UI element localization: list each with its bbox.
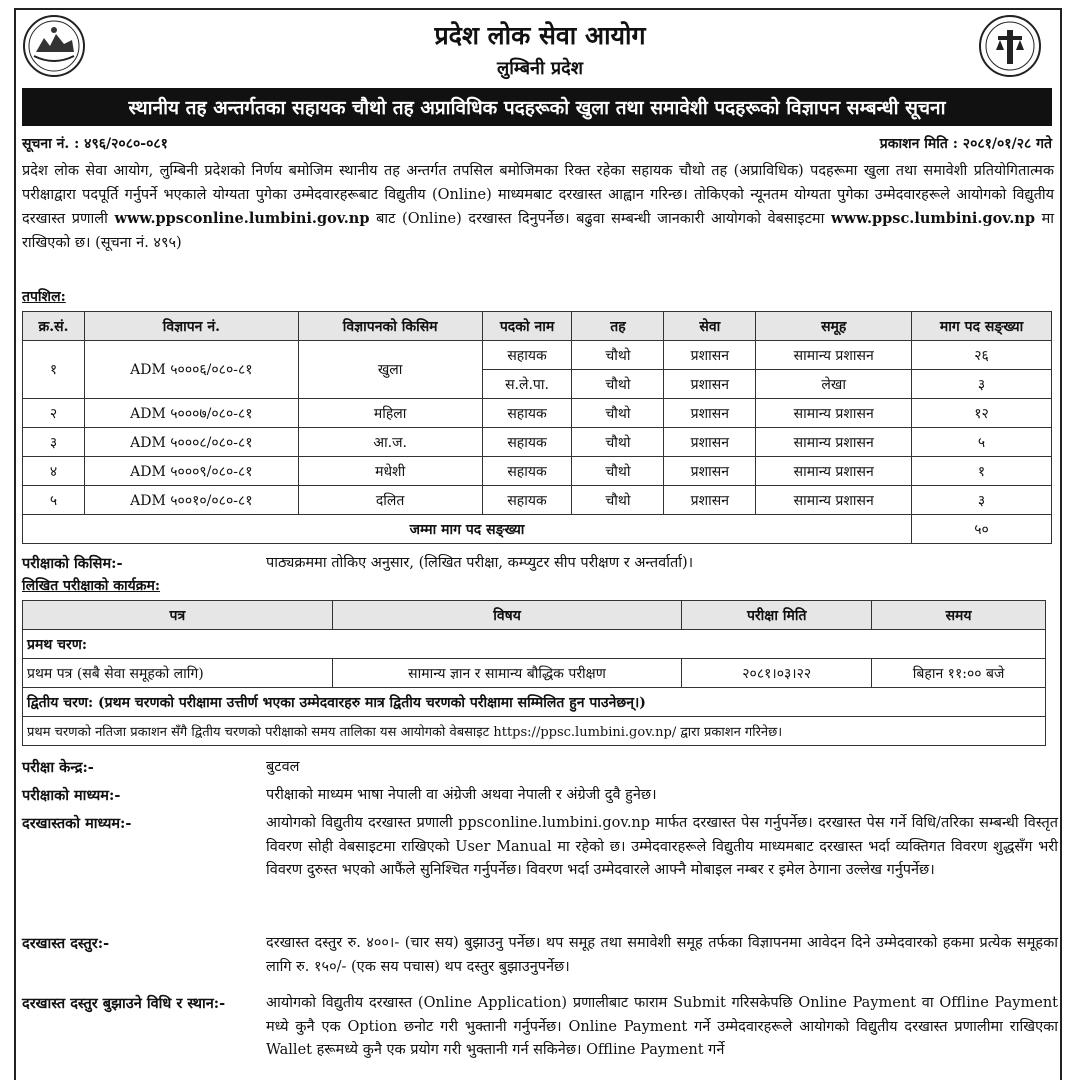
note-row [23, 717, 1046, 746]
header-cell: तह [572, 312, 664, 341]
header-cell: परीक्षा मिति [682, 601, 872, 630]
header-cell: समय [872, 601, 1046, 630]
count-cell: ५ [912, 428, 1052, 457]
application-fee-label: दरखास्त दस्तुर:- [22, 935, 110, 952]
website-link[interactable]: www.ppsc.lumbini.gov.np [830, 210, 1035, 227]
table-row [23, 659, 1046, 688]
written-exam-table [22, 600, 1046, 746]
adv-type-cell: आ.ज. [298, 428, 482, 457]
detail-row [22, 992, 1058, 1063]
exam-time-cell: बिहान ११:०० बजे [872, 659, 1046, 688]
paper-cell: प्रथम पत्र (सबै सेवा समूहको लागि) [23, 659, 333, 688]
application-medium-value: आयोगको विद्युतीय दरखास्त प्रणाली ppsconline.lumbini.gov.np मार्फत दरखास्त पेस गर्नुपर्नेछ। दरखास्त पेस गर्ने विधि/तरिका सम्बन्धी विस्तृत विवरण सोही वेबसाइटमा राखिएको User Manual मा रहेको छ। उम्मेदवारहरूले विद्युतीय माध्यमबाट दरखास्त भर्दा व्यक्तिगत विवरण शुद्धसँग भरी विवरण दुरुस्त भएको आफैंले सुनिश्चित गर्नुपर्नेछ। विवरण भर्दा उम्मेदवारले आफ्नै मोबाइल नम्बर र इमेल ठेगाना उल्लेख गर्नुपर्नेछ। [266, 815, 1058, 878]
table-header-row [23, 601, 1046, 630]
count-cell: १२ [912, 399, 1052, 428]
exam-type-label: परीक्षाको किसिम:- [22, 555, 123, 572]
post-cell: स.ले.पा. [482, 370, 572, 399]
intro-text: मा राखिएको छ। (सूचना नं. ४९५) [22, 211, 1055, 251]
level-cell: चौथो [572, 370, 664, 399]
post-cell: सहायक [482, 399, 572, 428]
application-fee-value: दरखास्त दस्तुर रु. ४००।- (चार सय) बुझाउनु पर्नेछ। थप समूह तथा समावेशी समूह तर्फका विज्ञापनमा आवेदन दिने उम्मेदवारको हकमा प्रत्येक समूहका लागि रु. १५०/- (एक सय पचास) थप दस्तुर बुझाउनुपर्नेछ। [266, 935, 1058, 975]
notice-number: सूचना नं. : ४९६/२०८०-०८१ [22, 136, 168, 152]
count-cell: ३ [912, 370, 1052, 399]
service-cell: प्रशासन [664, 341, 756, 370]
stage-one-label: प्रमथ चरण: [23, 630, 1046, 659]
exam-type [22, 552, 1058, 576]
header-cell: सेवा [664, 312, 756, 341]
group-cell: लेखा [756, 370, 912, 399]
serial-cell: ३ [23, 428, 85, 457]
group-cell: सामान्य प्रशासन [756, 428, 912, 457]
group-cell: सामान्य प्रशासन [756, 341, 912, 370]
intro-text: प्रदेश लोक सेवा आयोग, लुम्बिनी प्रदेशको निर्णय बमोजिम स्थानीय तह अन्तर्गत तपसिल बमोजिमका रिक्त रहेका सहायक चौथो तह (अप्राविधिक) पदहरूमा खुला तथा समावेशी प्रतियोगितात्मक परीक्षाद्वारा पदपूर्ति गर्नुपर्ने भएकाले योग्यता पुगेका उम्मेदवारहरूबाट विद्युतीय (Online) माध्यमबाट दरखास्त आह्वान गरिन्छ। तोकिएको न्यूनतम योग्यता पुगेका उम्मेदवारहरूले आयोगको विद्युतीय दरखास्त प्रणाली [22, 163, 1054, 227]
details-label: तपशिल: [22, 289, 66, 305]
total-value: ५० [912, 515, 1052, 544]
payment-method-label: दरखास्त दस्तुर बुझाउने विधि र स्थान:- [22, 995, 226, 1012]
adv-type-cell: खुला [298, 341, 482, 399]
table-header-row [23, 312, 1052, 341]
level-cell: चौथो [572, 428, 664, 457]
header-cell: पदको नाम [482, 312, 572, 341]
intro-paragraph [22, 160, 1054, 255]
adv-no-cell: ADM ५००१०/०८०-८१ [84, 486, 298, 515]
stage-two-label: द्वितीय चरण: (प्रथम चरणको परीक्षामा उत्तीर्ण भएका उम्मेदवारहरु मात्र द्वितीय चरणको परीक्षामा सम्मिलित हुन पाउनेछन्।) [23, 688, 1046, 717]
exam-type-value: पाठ्यक्रममा तोकिए अनुसार, (लिखित परीक्षा, कम्प्युटर सीप परीक्षण र अन्तर्वार्ता)। [266, 555, 694, 571]
subject-cell: सामान्य ज्ञान र सामान्य बौद्धिक परीक्षण [332, 659, 682, 688]
commission-title: प्रदेश लोक सेवा आयोग [434, 21, 646, 50]
total-row [23, 515, 1052, 544]
vacancy-table [22, 311, 1052, 544]
service-cell: प्रशासन [664, 486, 756, 515]
count-cell: १ [912, 457, 1052, 486]
intro-text: बाट (Online) दरखास्त दिनुपर्नेछ। बढुवा सम्बन्धी जानकारी आयोगको वेबसाइटमा [376, 211, 825, 227]
detail-row [22, 932, 1058, 979]
post-cell: सहायक [482, 457, 572, 486]
post-cell: सहायक [482, 341, 572, 370]
count-cell: ३ [912, 486, 1052, 515]
service-cell: प्रशासन [664, 370, 756, 399]
adv-no-cell: ADM ५०००७/०८०-८१ [84, 399, 298, 428]
detail-row [22, 784, 1058, 808]
service-cell: प्रशासन [664, 399, 756, 428]
level-cell: चौथो [572, 486, 664, 515]
exam-medium-value: परीक्षाको माध्यम भाषा नेपाली वा अंग्रेजी अथवा नेपाली र अंग्रेजी दुवै हुनेछ। [266, 787, 657, 803]
online-portal-link[interactable]: www.ppsconline.lumbini.gov.np [114, 210, 370, 227]
serial-cell: ५ [23, 486, 85, 515]
table-row [23, 428, 1052, 457]
adv-no-cell: ADM ५०००६/०८०-८१ [84, 341, 298, 399]
group-cell: सामान्य प्रशासन [756, 486, 912, 515]
level-cell: चौथो [572, 399, 664, 428]
adv-type-cell: महिला [298, 399, 482, 428]
stage-row [23, 688, 1046, 717]
table-row [23, 341, 1052, 370]
service-cell: प्रशासन [664, 428, 756, 457]
province-name: लुम्बिनी प्रदेश [497, 58, 583, 79]
written-exam-label: लिखित परीक्षाको कार्यक्रम: [22, 578, 161, 594]
adv-no-cell: ADM ५०००९/०८०-८१ [84, 457, 298, 486]
adv-type-cell: दलित [298, 486, 482, 515]
adv-no-cell: ADM ५०००८/०८०-८१ [84, 428, 298, 457]
header-cell: समूह [756, 312, 912, 341]
serial-cell: २ [23, 399, 85, 428]
exam-medium-label: परीक्षाको माध्यम:- [22, 787, 121, 804]
exam-center-label: परीक्षा केन्द्र:- [22, 759, 94, 776]
header-cell: विषय [332, 601, 682, 630]
group-cell: सामान्य प्रशासन [756, 399, 912, 428]
publish-date: प्रकाशन मिति : २०८१/०१/२८ गते [879, 136, 1052, 152]
stage-two-note: प्रथम चरणको नतिजा प्रकाशन सँगै द्वितीय चरणको परीक्षाको समय तालिका यस आयोगको वेबसाइट https://ppsc.lumbini.gov.np/ द्वारा प्रकाशन गरिनेछ। [23, 717, 1046, 746]
header-cell: क्र.सं. [23, 312, 85, 341]
count-cell: २६ [912, 341, 1052, 370]
payment-method-value: आयोगको विद्युतीय दरखास्त (Online Application) प्रणालीबाट फाराम Submit गरिसकेपछि Online Payment वा Offline Payment मध्ये कुनै एक Option छनोट गरी भुक्तानी गर्नुपर्नेछ। Online Payment गर्ने उम्मेदवारहरूले आयोगको विद्युतीय दरखास्त प्रणालीमा राखिएका Wallet हरूमध्ये कुनै एक प्रयोग गरी भुक्तानी गर्न सकिनेछ। Offline Payment गर्ने [266, 995, 1058, 1058]
serial-cell: ४ [23, 457, 85, 486]
table-row [23, 399, 1052, 428]
group-cell: सामान्य प्रशासन [756, 457, 912, 486]
post-cell: सहायक [482, 428, 572, 457]
level-cell: चौथो [572, 341, 664, 370]
application-medium-label: दरखास्तको माध्यम:- [22, 815, 132, 832]
level-cell: चौथो [572, 457, 664, 486]
header-cell: विज्ञापनको किसिम [298, 312, 482, 341]
stage-row [23, 630, 1046, 659]
header-cell: विज्ञापन नं. [84, 312, 298, 341]
notice-banner: स्थानीय तह अन्तर्गतका सहायक चौथो तह अप्राविधिक पदहरूको खुला तथा समावेशी पदहरूको विज्ञापन सम्बन्धी सूचना [22, 88, 1052, 126]
adv-type-cell: मधेशी [298, 457, 482, 486]
service-cell: प्रशासन [664, 457, 756, 486]
total-label: जम्मा माग पद सङ्ख्या [23, 515, 912, 544]
detail-row [22, 812, 1058, 883]
post-cell: सहायक [482, 486, 572, 515]
exam-date-cell: २०८१।०३।२२ [682, 659, 872, 688]
serial-cell: १ [23, 341, 85, 399]
detail-row [22, 756, 1058, 780]
exam-center-value: बुटवल [266, 759, 300, 775]
header-cell: माग पद सङ्ख्या [912, 312, 1052, 341]
table-row [23, 457, 1052, 486]
header-cell: पत्र [23, 601, 333, 630]
table-row [23, 486, 1052, 515]
